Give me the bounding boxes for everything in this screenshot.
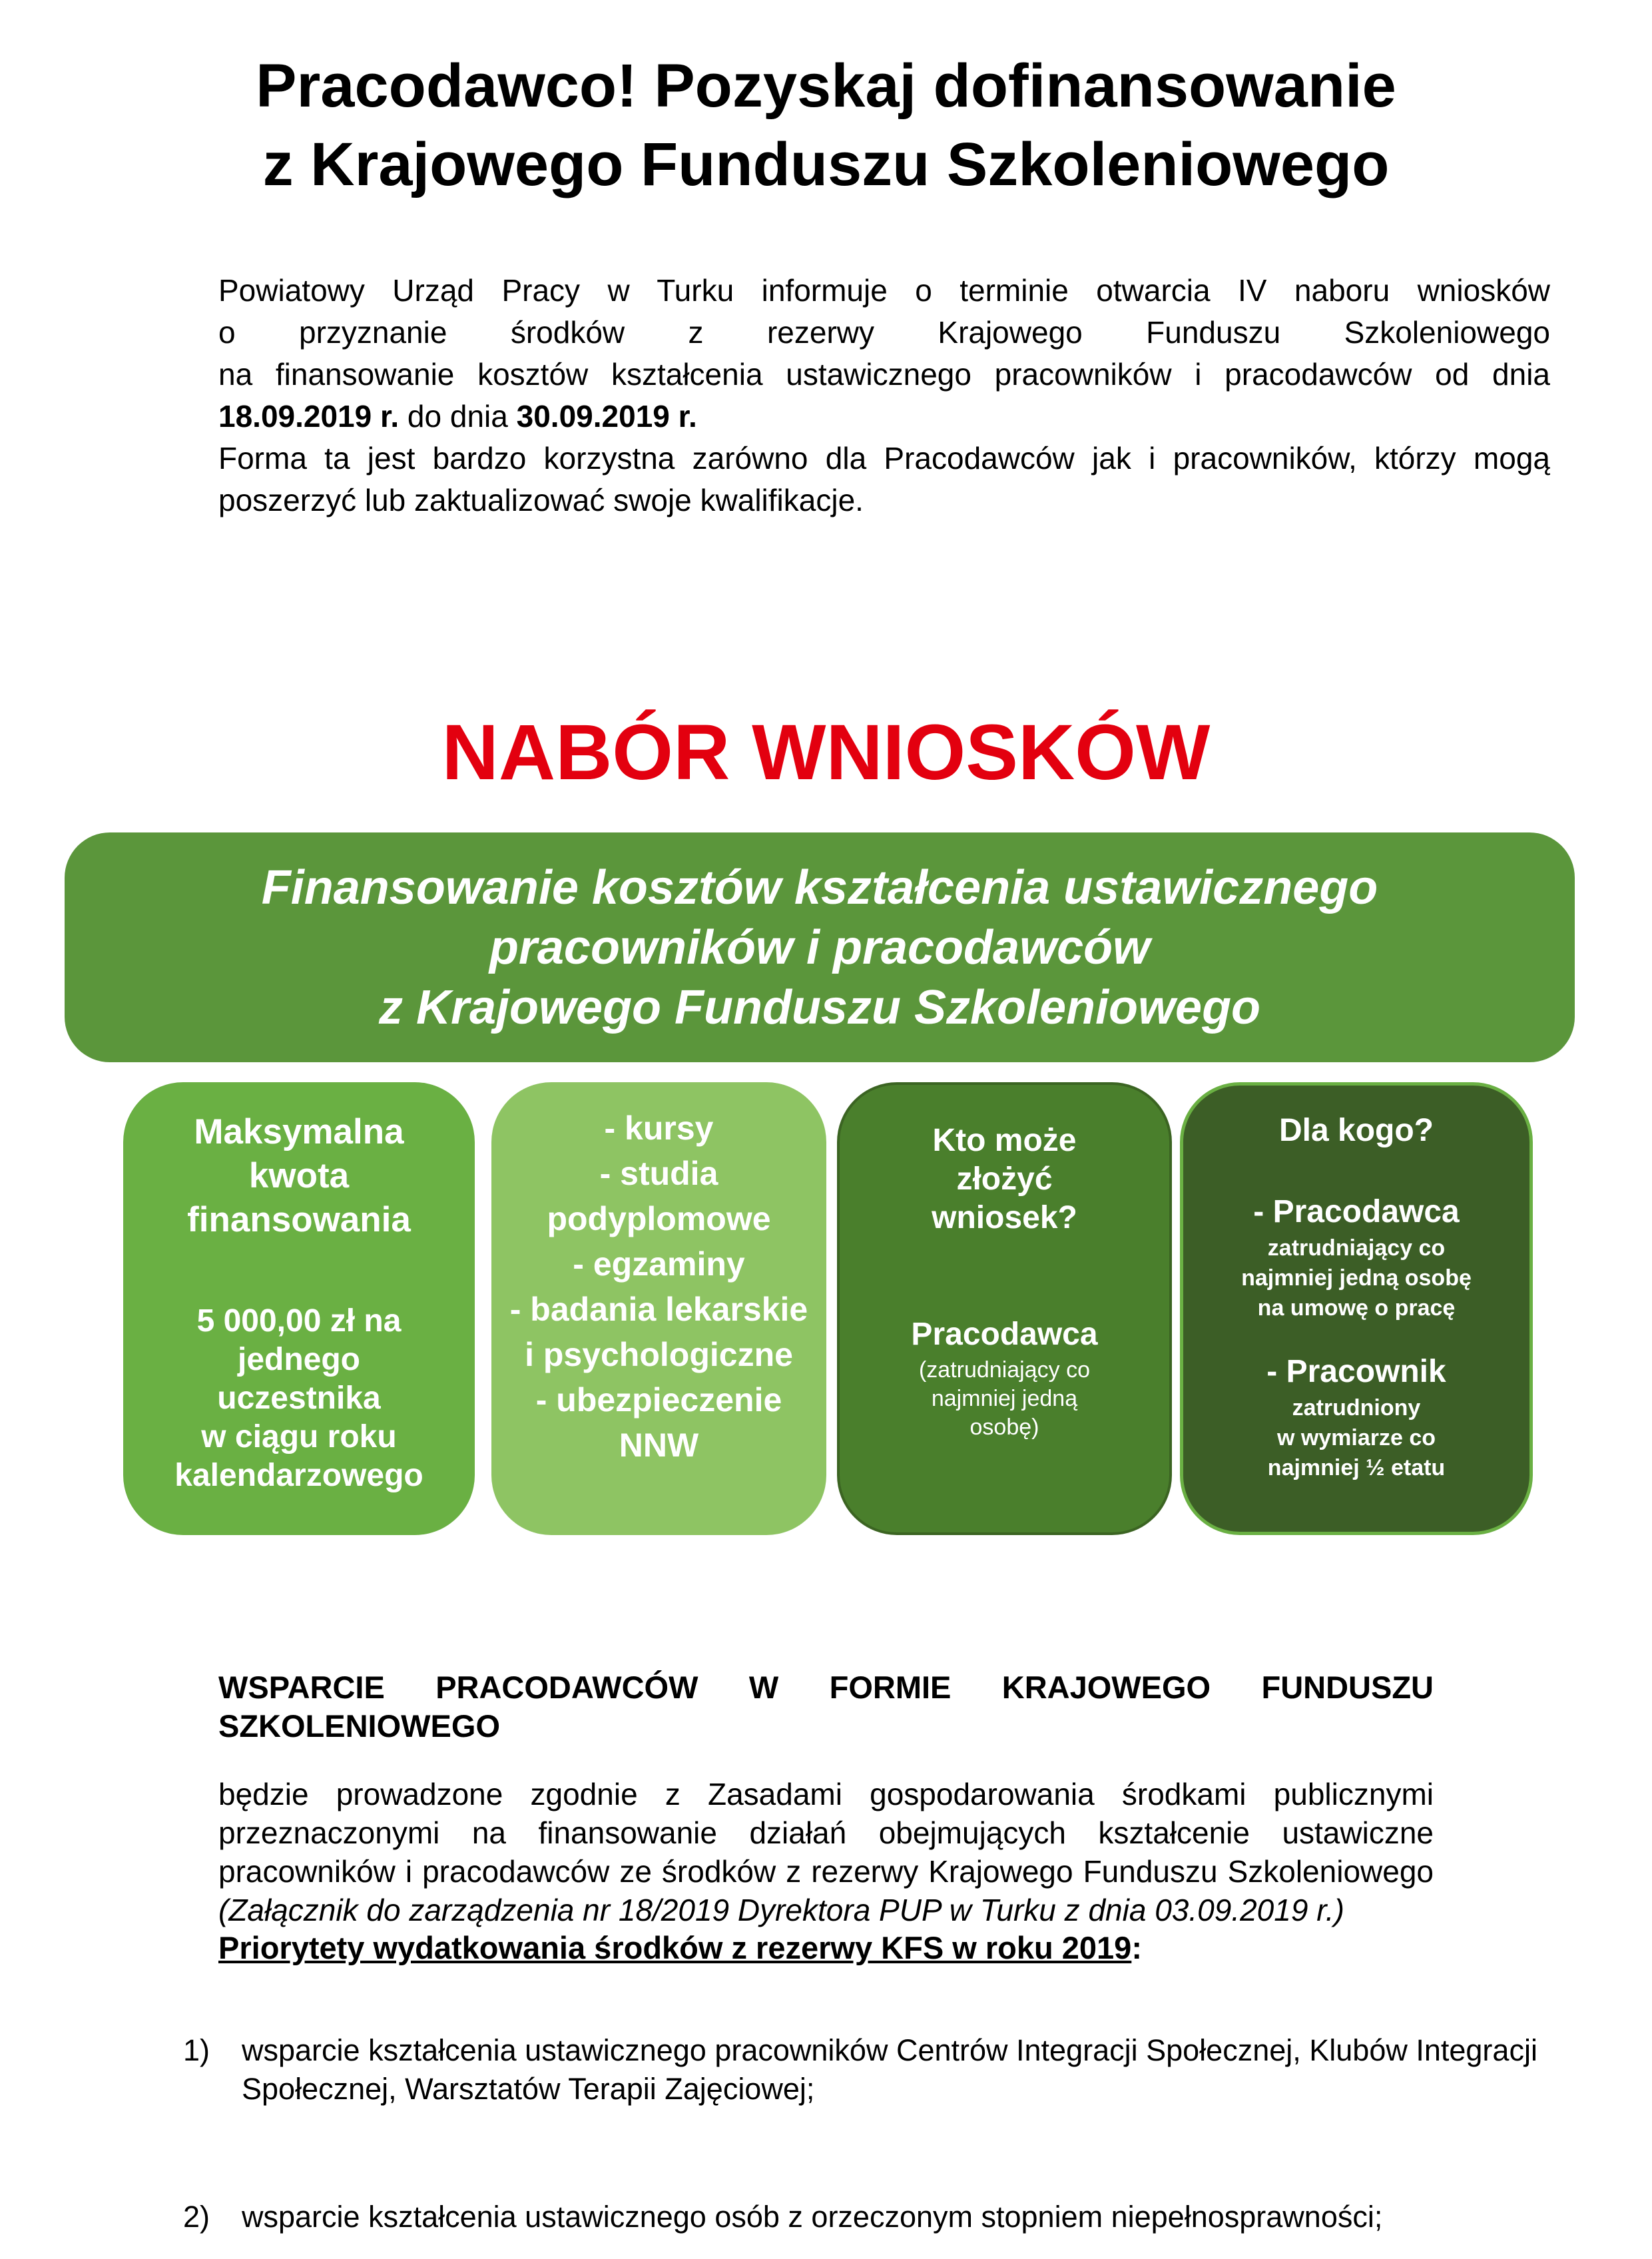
max-b1: 5 000,00 zł na [196, 1303, 402, 1339]
intro-line-1: Powiatowy Urząd Pracy w Turku informuje o terminie otwarcia IV naboru wniosków [218, 273, 1550, 308]
for-whom-employer: - Pracodawca [1253, 1194, 1460, 1229]
intro-dates [218, 396, 1550, 438]
forms-item: i psychologiczne [525, 1336, 793, 1373]
fw-w1: zatrudniony [1292, 1395, 1421, 1421]
forms-box [491, 1082, 826, 1535]
fw-e1: zatrudniający co [1267, 1235, 1446, 1261]
priorities-heading [218, 1928, 1142, 1968]
max-amount-heading [123, 1110, 475, 1242]
financing-banner [65, 832, 1575, 1062]
page-title [0, 47, 1652, 204]
max-b3: uczestnika [217, 1381, 381, 1416]
support-heading-line-2: SZKOLENIOWEGO [218, 1708, 500, 1744]
intro-line-2: o przyznanie środków z rezerwy Krajowego Funduszu Szkoleniowego [218, 315, 1550, 350]
max-h1: Maksymalna [194, 1112, 404, 1151]
forms-item: - ubezpieczenie [535, 1381, 782, 1419]
forms-item: - studia [599, 1155, 718, 1192]
support-body [218, 1775, 1434, 1929]
title-line-1: Pracodawco! Pozyskaj dofinansowanie [256, 52, 1396, 120]
for-whom-employer-note [1183, 1233, 1529, 1323]
who-employer: Pracodawca [911, 1317, 1098, 1352]
list-item-number: 2) [183, 2200, 210, 2234]
for-whom-employee: - Pracownik [1266, 1354, 1446, 1389]
max-h3: finansowania [187, 1200, 411, 1239]
priorities-heading-colon: : [1131, 1930, 1142, 1965]
forms-item: podyplomowe [547, 1200, 771, 1237]
forms-item: - badania lekarskie [509, 1291, 808, 1328]
list-item-text: wsparcie kształcenia ustawicznego osób z orzeczonym stopniem niepełnosprawności; [242, 2200, 1383, 2234]
banner-line-3: z Krajowego Funduszu Szkoleniowego [378, 980, 1261, 1034]
list-item-number: 1) [183, 2033, 210, 2067]
for-whom-box [1180, 1082, 1533, 1535]
who-can-apply-box [837, 1082, 1172, 1535]
max-amount-value [123, 1302, 475, 1495]
for-whom-heading: Dla kogo? [1278, 1113, 1434, 1148]
who-s1: (zatrudniający co [918, 1357, 1090, 1383]
max-amount-box [123, 1082, 475, 1535]
who-h3: wniosek? [932, 1200, 1077, 1235]
who-employer-note [840, 1356, 1169, 1442]
fw-w2: w wymiarze co [1276, 1425, 1436, 1451]
who-s2: najmniej jedną [931, 1386, 1078, 1411]
fw-e2: najmniej jedną osobę [1241, 1265, 1472, 1291]
who-h2: złożyć [956, 1161, 1053, 1197]
support-body-reference: (Załącznik do zarządzenia nr 18/2019 Dyrektora PUP w Turku z dnia 03.09.2019 r.) [218, 1893, 1344, 1927]
fw-e3: na umowę o pracę [1257, 1295, 1456, 1321]
title-line-2: z Krajowego Funduszu Szkoleniowego [262, 131, 1390, 198]
for-whom-employee-note [1183, 1393, 1529, 1483]
max-b2: jednego [237, 1342, 360, 1377]
intro-line-3: na finansowanie kosztów kształcenia ustawicznego pracowników i pracodawców od dnia [218, 357, 1550, 392]
who-s3: osobę) [969, 1415, 1039, 1440]
max-h2: kwota [248, 1156, 350, 1195]
intro-paragraph-2: Forma ta jest bardzo korzystna zarówno dla Pracodawców jak i pracowników, którzy mogą poszerzyć lub zaktualizować swoje kwalifikacje. [218, 441, 1550, 517]
priorities-heading-text: Priorytety wydatkowania środków z rezerwy KFS w roku 2019 [218, 1930, 1132, 1965]
forms-item: - egzaminy [573, 1245, 745, 1283]
support-body-text: będzie prowadzone zgodnie z Zasadami gospodarowania środkami publicznymi przeznaczonymi na finansowanie działań obejmujących kształcenie ustawiczne pracowników i pracodawców ze środków z rezerwy Krajowego Funduszu Szkoleniowego [218, 1777, 1434, 1889]
list-item-text: wsparcie kształcenia ustawicznego pracowników Centrów Integracji Społecznej, Klubów Integracji Społecznej, Warsztatów Terapii Zajęciowej; [242, 2033, 1537, 2106]
date-from: 18.09.2019 r. [218, 399, 400, 434]
date-to: 30.09.2019 r. [516, 399, 697, 434]
support-heading-line-1: WSPARCIE PRACODAWCÓW W FORMIE KRAJOWEGO FUNDUSZU [218, 1670, 1434, 1705]
banner-line-2: pracowników i pracodawców [489, 920, 1151, 974]
date-to-connector: do dnia [399, 399, 517, 434]
max-b5: kalendarzowego [174, 1458, 423, 1493]
support-heading [218, 1668, 1434, 1746]
forms-item: - kursy [604, 1110, 714, 1147]
forms-list [491, 1106, 826, 1468]
max-b4: w ciągu roku [201, 1419, 397, 1454]
forms-item: NNW [619, 1427, 699, 1464]
nabor-heading: NABÓR WNIOSKÓW [441, 709, 1211, 797]
intro-text [218, 270, 1550, 521]
who-heading [840, 1122, 1169, 1237]
fw-w3: najmniej ½ etatu [1267, 1455, 1446, 1480]
banner-line-1: Finansowanie kosztów kształcenia ustawicznego [261, 860, 1378, 914]
who-h1: Kto może [932, 1123, 1077, 1158]
